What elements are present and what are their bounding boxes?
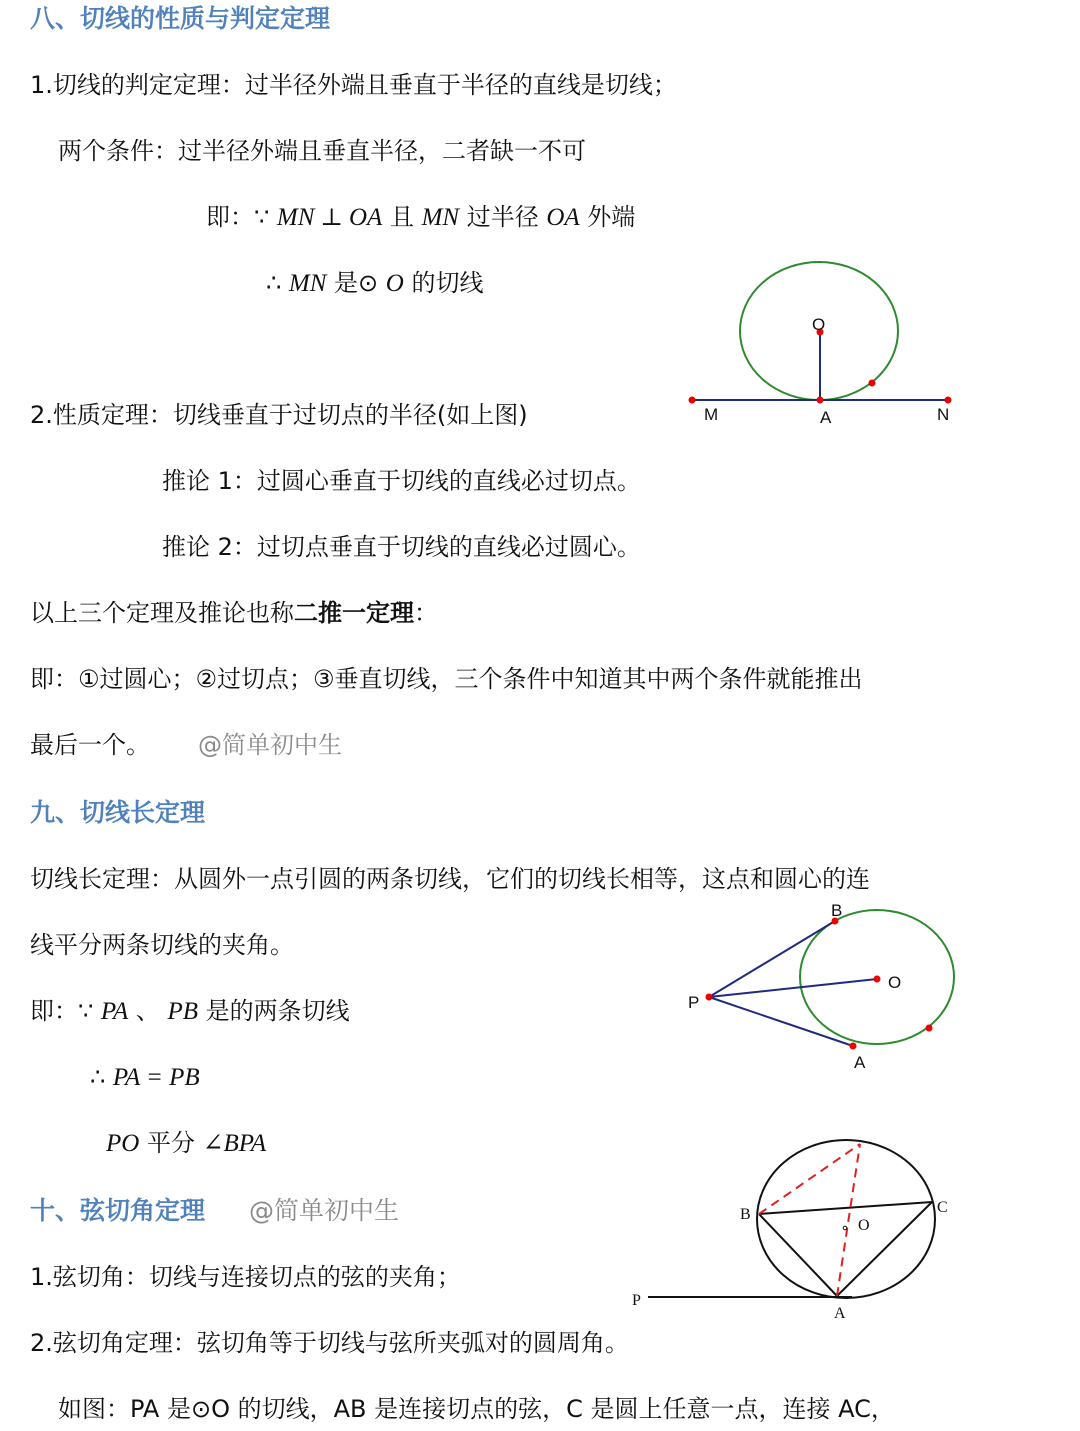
three-conditions-text: 即：①过圆心；②过切点；③垂直切线，三个条件中知道其中两个条件就能推出 — [30, 665, 863, 693]
text: 、 — [128, 997, 168, 1025]
math: ∠BPA — [202, 1130, 267, 1157]
label-a: A — [854, 1053, 866, 1072]
text: 是⊙ — [326, 269, 386, 297]
section-9-title: 九、切线长定理 — [30, 798, 206, 827]
text: 平分 — [139, 1129, 203, 1157]
tangent-length-theorem: 切线长定理：从圆外一点引圆的两条切线，它们的切线长相等，这点和圆心的连 — [30, 865, 870, 893]
text: 过半径 — [459, 203, 547, 231]
math: PA = PB — [112, 1064, 200, 1091]
tangent-criterion-theorem: 1.切线的判定定理：过半径外端且垂直于半径的直线是切线； — [30, 71, 677, 99]
text: ： — [414, 599, 438, 627]
math: OA — [348, 204, 383, 231]
label-a: A — [834, 1305, 846, 1322]
tangent-property-theorem: 2.性质定理：切线垂直于过切点的半径(如上图) — [30, 401, 528, 429]
bold-term: 二推一定理 — [294, 599, 414, 627]
label-p: P — [632, 1292, 641, 1309]
label-b: B — [740, 1206, 751, 1223]
math: O — [385, 270, 404, 297]
title-text: 十、弦切角定理 — [30, 1196, 206, 1225]
label-m: M — [704, 405, 719, 424]
watermark: @简单初中生 — [198, 731, 342, 759]
text: 即：∵ — [30, 997, 101, 1025]
math: PA — [100, 998, 129, 1025]
corollary-2: 推论 2：过切点垂直于切线的直线必过圆心。 — [162, 533, 641, 561]
label-c: C — [937, 1199, 948, 1216]
chord-tangent-angle-theorem: 2.弦切角定理：弦切角等于切线与弦所夹弧对的圆周角。 — [30, 1329, 629, 1357]
point-o — [843, 1226, 847, 1230]
label-b: B — [831, 901, 843, 920]
corollary-1: 推论 1：过圆心垂直于切线的直线必过切点。 — [162, 467, 641, 495]
text: 外端 — [579, 203, 636, 231]
math: MN — [288, 270, 327, 297]
math: PO — [106, 1130, 140, 1157]
label-o: O — [812, 315, 826, 334]
chord-tangent-example: 如图：PA 是⊙O 的切线，AB 是连接切点的弦，C 是圆上任意一点，连接 AC， — [58, 1395, 895, 1423]
math: MN — [276, 204, 315, 231]
math: PB — [167, 998, 199, 1025]
label-a: A — [820, 408, 832, 427]
chord-tangent-angle-def: 1.弦切角：切线与连接切点的弦的夹角； — [30, 1263, 461, 1291]
label-n: N — [937, 405, 950, 424]
text: 是的两条切线 — [198, 997, 350, 1025]
watermark: @简单初中生 — [249, 1196, 400, 1225]
chord-ab — [759, 1214, 837, 1296]
chord-ac — [837, 1202, 932, 1296]
chord-bc — [759, 1202, 932, 1214]
circle-o — [757, 1140, 935, 1298]
label-o: O — [888, 973, 902, 992]
label-o: O — [858, 1217, 870, 1234]
two-conditions-text: 两个条件：过半径外端且垂直半径，二者缺一不可 — [58, 137, 586, 165]
math: MN — [421, 204, 460, 231]
label-p: P — [688, 993, 700, 1012]
math: OA — [546, 204, 580, 231]
text: 且 — [382, 203, 422, 231]
dashed-a-top — [837, 1144, 860, 1296]
dashed-b-top — [759, 1144, 860, 1214]
therefore-symbol: ∴ — [266, 269, 289, 297]
text: 即：∵ — [206, 203, 277, 231]
section-8-title: 八、切线的性质与判定定理 — [30, 4, 331, 33]
text: 以上三个定理及推论也称 — [30, 599, 294, 627]
perp-symbol: ⊥ — [314, 205, 349, 231]
text: 最后一个。 — [30, 731, 150, 759]
text: 的切线 — [403, 269, 484, 297]
tangent-length-theorem-cont: 线平分两条切线的夹角。 — [30, 931, 294, 959]
therefore-symbol: ∴ — [90, 1063, 113, 1091]
